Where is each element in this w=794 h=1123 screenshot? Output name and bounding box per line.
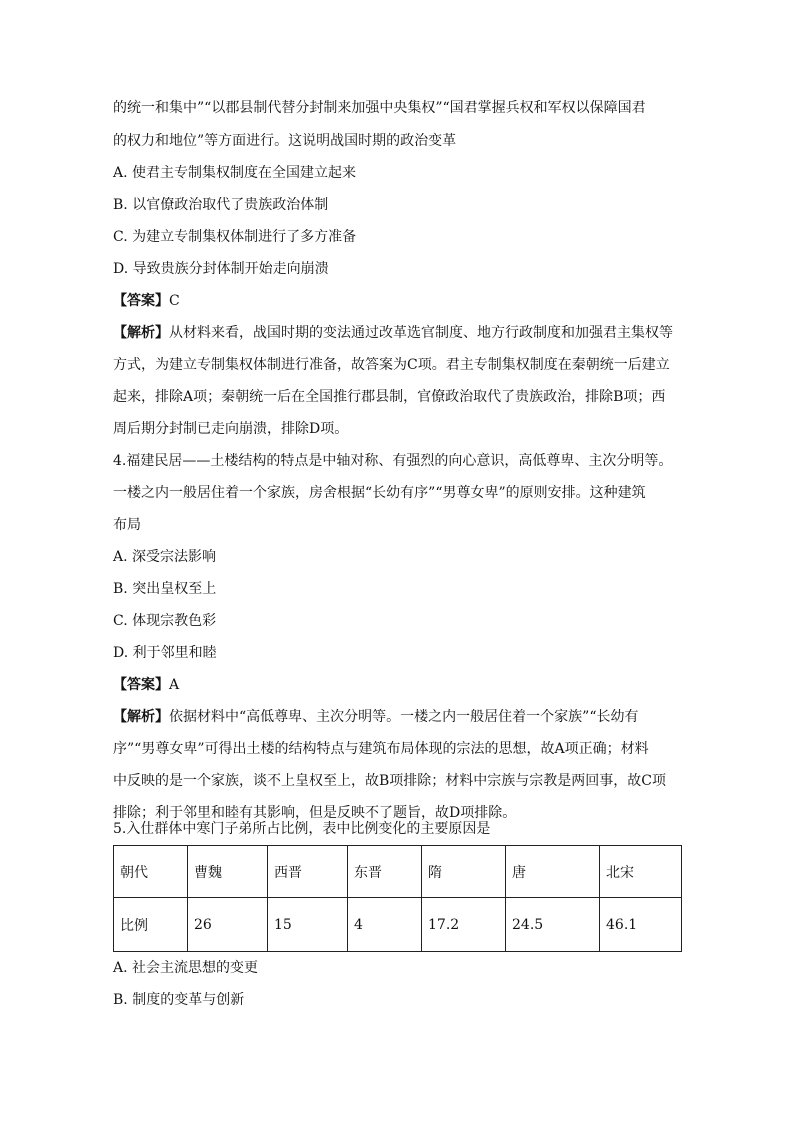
q4-option-c: C. 体现宗教色彩: [113, 613, 217, 629]
q4-answer: [113, 675, 179, 695]
table-cell: 唐: [506, 846, 600, 898]
table-cell: 15: [268, 898, 348, 952]
analysis-tag: 【解析】: [113, 709, 169, 725]
q5-option-b: B. 制度的变革与创新: [113, 992, 245, 1008]
answer-value: C: [169, 293, 180, 309]
table-cell: 24.5: [506, 898, 600, 952]
q5-stem: 5.入仕群体中寒门子弟所占比例，表中比例变化的主要原因是: [113, 821, 491, 837]
q4-analysis-line-1: [113, 707, 638, 727]
q3-analysis-line-4: 周后期分封制已走向崩溃，排除D项。: [113, 421, 349, 437]
analysis-text: 从材料来看，战国时期的变法通过改革选官制度、地方行政制度和加强君主集权等: [169, 325, 673, 341]
table-cell: 西晋: [268, 846, 348, 898]
q4-analysis-line-3: 中反映的是一个家族，谈不上皇权至上，故B项排除；材料中宗族与宗教是两回事，故C项: [113, 773, 666, 789]
table-row: [114, 898, 682, 952]
q3-option-a: A. 使君主专制集权制度在全国建立起来: [113, 165, 357, 181]
q5-option-a: A. 社会主流思想的变更: [113, 960, 259, 976]
q3-analysis-line-3: 起来，排除A项；秦朝统一后在全国推行郡县制，官僚政治取代了贵族政治，排除B项；西: [113, 389, 666, 405]
table-cell: 4: [348, 898, 422, 952]
ratio-table: [113, 845, 682, 952]
q3-answer: [113, 291, 180, 311]
q4-option-a: A. 深受宗法影响: [113, 549, 217, 565]
table-cell: 北宋: [600, 846, 682, 898]
q4-option-b: B. 突出皇权至上: [113, 581, 217, 597]
q4-analysis-line-4: 排除；利于邻里和睦有其影响，但是反映不了题旨，故D项排除。: [113, 805, 517, 821]
q3-analysis-line-2: 方式，为建立专制集权体制进行准备，故答案为C项。君主专制集权制度在秦朝统一后建立: [113, 357, 670, 373]
table-cell: 17.2: [422, 898, 506, 952]
answer-tag: 【答案】: [113, 677, 169, 693]
answer-tag: 【答案】: [113, 293, 169, 309]
q3-stem-line-1: 的统一和集中”“以郡县制代替分封制来加强中央集权”“国君掌握兵权和军权以保障国君: [113, 100, 646, 116]
table-cell: 东晋: [348, 846, 422, 898]
analysis-text: 依据材料中“高低尊卑、主次分明等。一楼之内一般居住着一个家族”“长幼有: [169, 709, 639, 725]
q3-analysis-line-1: [113, 323, 673, 343]
analysis-tag: 【解析】: [113, 325, 169, 341]
answer-value: A: [169, 677, 180, 693]
q4-stem-line-3: 布局: [113, 517, 141, 533]
q4-analysis-line-2: 序”“男尊女卑”可得出土楼的结构特点与建筑布局体现的宗法的思想，故A项正确；材料: [113, 741, 649, 757]
table-cell: 朝代: [114, 846, 188, 898]
q4-stem-line-1: 4.福建民居——土楼结构的特点是中轴对称、有强烈的向心意识，高低尊卑、主次分明等。: [113, 453, 673, 469]
table-cell: 曹魏: [188, 846, 268, 898]
q3-option-b: B. 以官僚政治取代了贵族政治体制: [113, 197, 329, 213]
table-row: [114, 846, 682, 898]
table-cell: 26: [188, 898, 268, 952]
table-cell: 隋: [422, 846, 506, 898]
q3-option-d: D. 导致贵族分封体制开始走向崩溃: [113, 261, 329, 277]
q4-option-d: D. 利于邻里和睦: [113, 645, 217, 661]
q3-stem-line-2: 的权力和地位”等方面进行。这说明战国时期的政治变革: [113, 133, 457, 149]
table-cell: 46.1: [600, 898, 682, 952]
q3-option-c: C. 为建立专制集权体制进行了多方准备: [113, 229, 357, 245]
table-cell: 比例: [114, 898, 188, 952]
q4-stem-line-2: 一楼之内一般居住着一个家族，房舍根据“长幼有序”“男尊女卑”的原则安排。这种建筑: [113, 485, 646, 501]
